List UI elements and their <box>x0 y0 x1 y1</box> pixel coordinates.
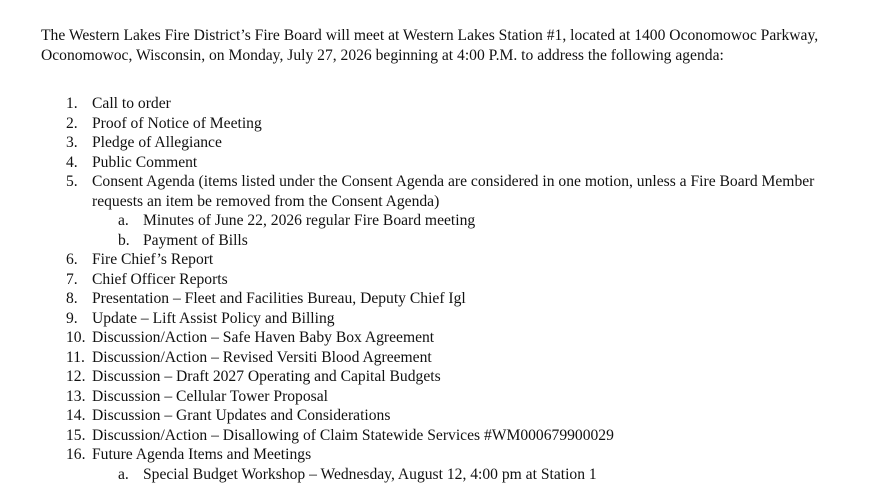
agenda-subitem-text: Minutes of June 22, 2026 regular Fire Board meeting <box>143 212 476 229</box>
agenda-item-text: Discussion – Grant Updates and Considerations <box>92 407 391 424</box>
agenda-item-text: Presentation – Fleet and Facilities Bureau, Deputy Chief Igl <box>92 290 466 307</box>
agenda-item-number: 3. <box>66 134 78 151</box>
agenda-item-text: Discussion/Action – Revised Versiti Blood Agreement <box>92 348 432 366</box>
agenda-item <box>0 367 870 387</box>
agenda-item-number: 5. <box>66 173 78 190</box>
agenda-item-number: 4. <box>66 153 78 171</box>
agenda-item-number: 16. <box>66 446 86 463</box>
agenda-item-text: Fire Chief’s Report <box>92 251 214 268</box>
agenda-item-number: 9. <box>66 309 78 327</box>
agenda-item <box>0 172 870 211</box>
agenda-item-number: 6. <box>66 251 78 268</box>
agenda-item <box>0 426 870 446</box>
agenda-item-number: 12. <box>66 368 86 385</box>
agenda-item <box>0 328 870 348</box>
agenda-item <box>0 289 870 309</box>
meeting-notice-paragraph: The Western Lakes Fire District’s Fire Board will meet at Western Lakes Station #1, located at 1400 Oconomowoc Parkway, Oconomowoc, Wisconsin, on Monday, July 27, 2026 beginning at 4:00 P.M. to address the following agenda: <box>41 27 819 64</box>
agenda-item-text: Consent Agenda (items listed under the Consent Agenda are considered in one motion, unless a Fire Board Member requests an item be removed from the Consent Agenda) <box>92 173 815 210</box>
agenda-item <box>0 387 870 407</box>
agenda-item-number: 10. <box>66 329 86 346</box>
agenda-item-number: 8. <box>66 290 78 307</box>
agenda-item-text: Future Agenda Items and Meetings <box>92 446 312 463</box>
agenda-item <box>0 348 870 368</box>
agenda-item-number: 13. <box>66 387 86 405</box>
agenda-item-number: 7. <box>66 270 78 288</box>
agenda-subitem-text: Special Budget Workshop – Wednesday, August 12, 4:00 pm at Station 1 <box>143 465 597 483</box>
agenda-item-text: Discussion/Action – Safe Haven Baby Box Agreement <box>92 329 435 346</box>
agenda-item <box>0 94 870 114</box>
agenda-item-text: Call to order <box>92 95 171 112</box>
agenda-subitem-letter: b. <box>118 231 130 249</box>
agenda-item-text: Chief Officer Reports <box>92 270 228 288</box>
agenda-subitem <box>0 465 870 485</box>
agenda-item-text: Proof of Notice of Meeting <box>92 114 262 132</box>
agenda-item <box>0 153 870 173</box>
agenda-item-number: 11. <box>66 348 85 366</box>
agenda-item-number: 1. <box>66 95 78 112</box>
agenda-item-number: 2. <box>66 114 78 132</box>
agenda-item-number: 14. <box>66 407 86 424</box>
agenda-item <box>0 270 870 290</box>
agenda-subitem-letter: a. <box>118 465 129 483</box>
agenda-item-number: 15. <box>66 426 86 444</box>
agenda-item-text: Discussion/Action – Disallowing of Claim Statewide Services #WM000679900029 <box>92 426 614 444</box>
agenda-subitem-letter: a. <box>118 212 129 229</box>
agenda-item-text: Discussion – Draft 2027 Operating and Capital Budgets <box>92 368 441 385</box>
agenda-subitem-text: Payment of Bills <box>143 231 248 249</box>
agenda-list <box>0 94 870 484</box>
agenda-item-text: Update – Lift Assist Policy and Billing <box>92 309 335 327</box>
agenda-item-text: Pledge of Allegiance <box>92 134 222 151</box>
agenda-item <box>0 114 870 134</box>
agenda-item-text: Public Comment <box>92 153 198 171</box>
agenda-item <box>0 445 870 465</box>
agenda-item <box>0 250 870 270</box>
agenda-item-text: Discussion – Cellular Tower Proposal <box>92 387 328 405</box>
agenda-item <box>0 406 870 426</box>
agenda-subitem <box>0 211 870 231</box>
agenda-item <box>0 133 870 153</box>
agenda-item <box>0 309 870 329</box>
agenda-subitem <box>0 231 870 251</box>
